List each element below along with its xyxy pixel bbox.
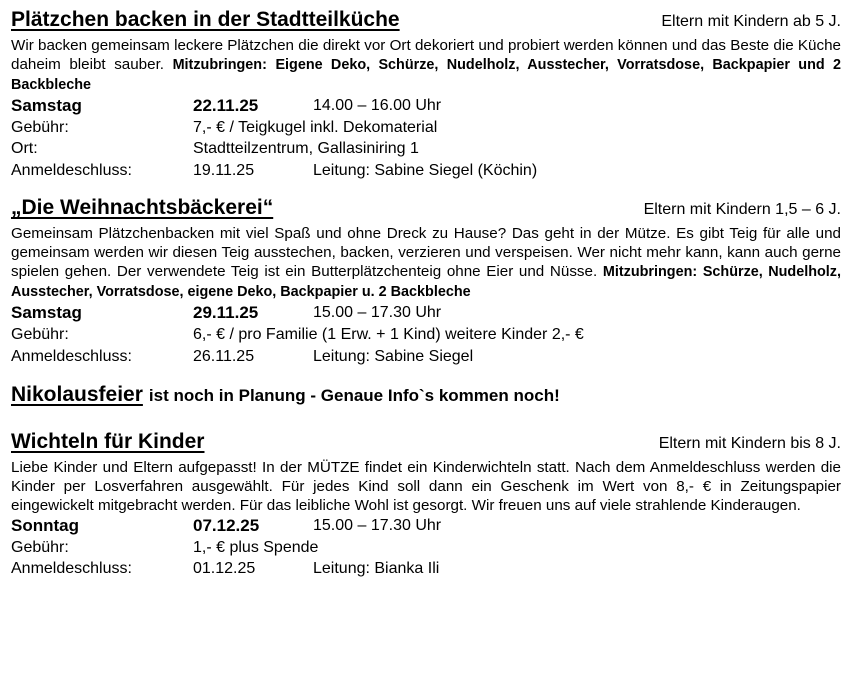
- event-audience: Eltern mit Kindern 1,5 – 6 J.: [643, 201, 841, 219]
- event-time: 14.00 – 16.00 Uhr: [313, 97, 442, 114]
- nikolaus-note: ist noch in Planung - Genaue Info`s kommen noch!: [148, 386, 560, 406]
- event-description-block: [11, 224, 841, 302]
- event-info: [11, 515, 841, 580]
- deadline-label: Anmeldeschluss:: [11, 161, 132, 179]
- event-title: Wichteln für Kinder: [11, 430, 205, 454]
- fee-value: 6,- € / pro Familie (1 Erw. + 1 Kind) weitere Kinder 2,- €: [193, 325, 584, 343]
- event-page: [11, 8, 841, 580]
- event-info: [11, 95, 841, 181]
- event-leader: Leitung: Bianka Ili: [313, 560, 440, 578]
- event-description: Wir backen gemeinsam leckere Plätzchen die direkt vor Ort dekoriert und probiert werden können und das Beste die Küche daheim bleibt sauber.: [11, 37, 841, 73]
- event-date: 22.11.25: [193, 96, 259, 115]
- bring-label: Mitzubringen:: [172, 57, 267, 73]
- event-audience: Eltern mit Kindern bis 8 J.: [658, 435, 841, 453]
- event-description-block: [11, 36, 841, 95]
- event-leader: Leitung: Sabine Siegel (Köchin): [313, 161, 538, 179]
- event-plaetzchen-backen: [11, 8, 841, 181]
- event-weihnachtsbaeckerei: [11, 196, 841, 367]
- event-day: Samstag: [11, 96, 82, 115]
- nikolaus-announcement: [11, 383, 841, 412]
- fee-label: Gebühr:: [11, 538, 69, 556]
- event-header: [11, 8, 841, 36]
- event-day: Sonntag: [11, 516, 79, 536]
- event-description: Liebe Kinder und Eltern aufgepasst! In der MÜTZE findet ein Kinderwichteln statt. Nach dem Anmeldeschluss werden die Kinder per Losverfahren ausgewählt. Für jedes Kind soll dann ein Geschenk im Wert von 8,- € in Zeitungspapier eingewickelt mitgebracht werden. Für das leibliche Wohl ist gesorgt. Wir freuen uns auf viele strahlende Kinderaugen.: [11, 459, 841, 515]
- event-time: 15.00 – 17.30 Uhr: [313, 517, 442, 535]
- event-header: [11, 196, 841, 224]
- fee-value: 1,- € plus Spende: [193, 538, 319, 556]
- event-info: [11, 302, 841, 367]
- event-day: Samstag: [11, 303, 82, 323]
- event-description-block: [11, 458, 841, 515]
- deadline-label: Anmeldeschluss:: [11, 560, 132, 578]
- deadline-value: 19.11.25: [193, 161, 255, 179]
- fee-label: Gebühr:: [11, 325, 69, 343]
- event-wichteln: [11, 430, 841, 580]
- event-header: [11, 430, 841, 458]
- event-title: Plätzchen backen in der Stadtteilküche: [11, 8, 400, 31]
- event-audience: Eltern mit Kindern ab 5 J.: [661, 13, 841, 30]
- deadline-value: 01.12.25: [193, 560, 256, 578]
- event-leader: Leitung: Sabine Siegel: [313, 347, 474, 365]
- fee-value: 7,- € / Teigkugel inkl. Dekomaterial: [193, 118, 438, 136]
- bring-label: Mitzubringen:: [602, 264, 698, 281]
- event-date: 07.12.25: [193, 516, 260, 536]
- fee-label: Gebühr:: [11, 118, 69, 136]
- bring-items: Schürze, Nudelholz, Ausstecher, Vorratsdose, eigene Deko, Backpapier u. 2 Backbleche: [11, 264, 841, 301]
- event-title: „Die Weihnachtsbäckerei“: [11, 196, 274, 220]
- location-value: Stadtteilzentrum, Gallasiniring 1: [193, 140, 419, 158]
- event-time: 15.00 – 17.30 Uhr: [313, 304, 442, 322]
- event-date: 29.11.25: [193, 303, 259, 323]
- nikolaus-title: Nikolausfeier: [11, 383, 143, 407]
- event-description: Gemeinsam Plätzchenbacken mit viel Spaß und ohne Dreck zu Hause? Das geht in der Mütze. Es gibt Teig für alle und gemeinsam werden wir diesen Teig ausstechen, backen, verzieren und verspeisen. Wer nicht mehr kann, kann auch gerne spielen gehen. Der verwendete Teig ist ein Butterplätzchenteig ohne Eier und Nüsse.: [11, 225, 841, 281]
- deadline-label: Anmeldeschluss:: [11, 347, 132, 365]
- deadline-value: 26.11.25: [193, 347, 255, 365]
- bring-items: Eigene Deko, Schürze, Nudelholz, Ausstecher, Vorratsdose, Backpapier und 2 Backbleche: [11, 57, 841, 93]
- location-label: Ort:: [11, 140, 38, 158]
